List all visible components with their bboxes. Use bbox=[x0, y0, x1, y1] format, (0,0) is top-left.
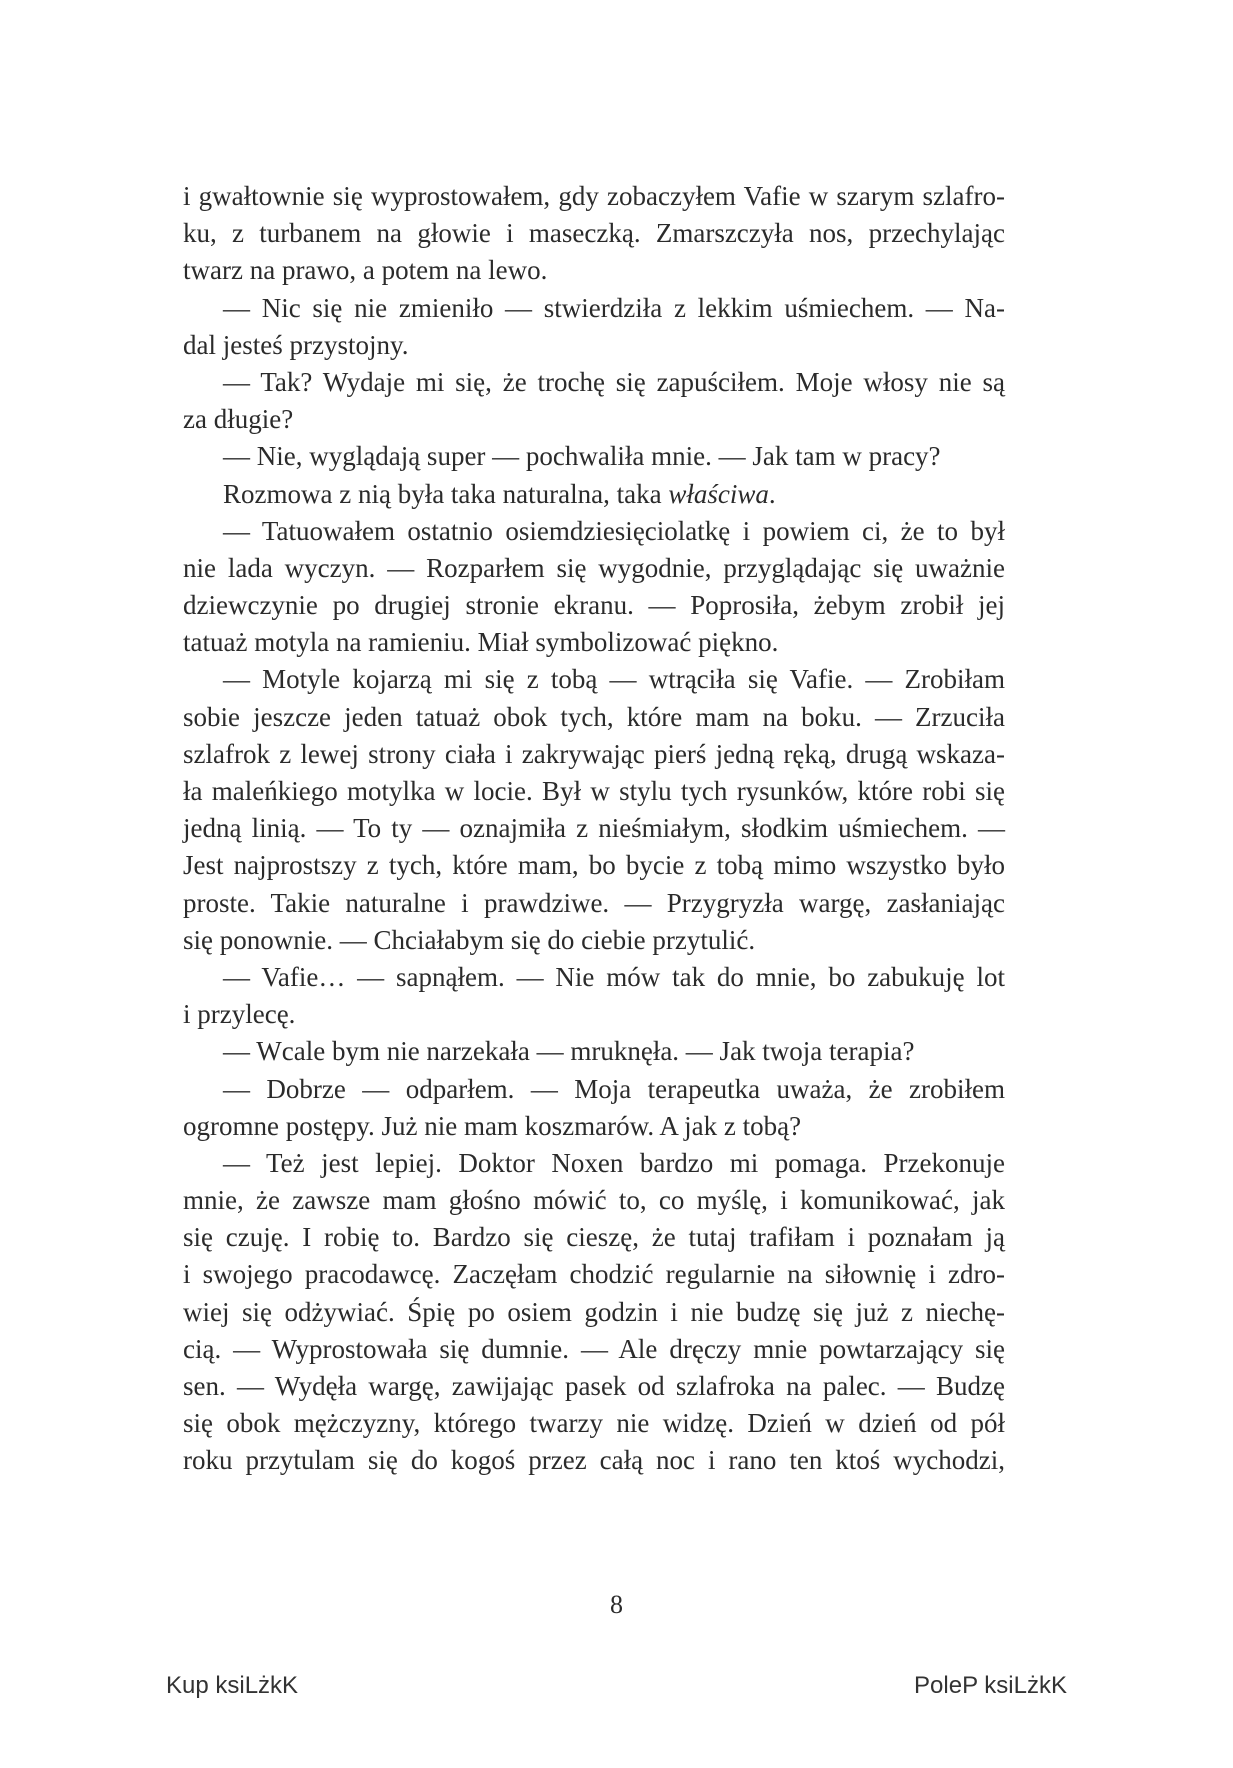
text-line-content: za długie? bbox=[183, 404, 294, 435]
text-line bbox=[183, 178, 1005, 215]
text-line bbox=[183, 810, 1005, 847]
text-line bbox=[183, 1182, 1005, 1219]
page-number: 8 bbox=[610, 1590, 623, 1619]
text-line-content: dziewczynie po drugiej stronie ekranu. — Poprosiła, żebym zrobił jej bbox=[183, 590, 1005, 621]
footer-buy-book-link[interactable]: Kup ksiLżkK bbox=[166, 1672, 299, 1699]
text-line-content: jedną linią. — To ty — oznajmiła z nieśmiałym, słodkim uśmiechem. — bbox=[183, 813, 1005, 844]
text-line bbox=[183, 476, 1005, 513]
text-line bbox=[183, 699, 1005, 736]
text-line bbox=[183, 959, 1005, 996]
text-line bbox=[183, 1145, 1005, 1182]
text-line bbox=[183, 773, 1005, 810]
text-line-content: sobie jeszcze jeden tatuaż obok tych, które mam na boku. — Zrzuciła bbox=[183, 701, 1005, 732]
text-line bbox=[183, 736, 1005, 773]
text-line-content: roku przytulam się do kogoś przez całą noc i rano ten ktoś wychodzi, bbox=[183, 1445, 1005, 1476]
text-line-content: — Dobrze — odparłem. — Moja terapeutka uważa, że zrobiłem bbox=[223, 1073, 1005, 1104]
text-line-content: się czuję. I robię to. Bardzo się cieszę, że tutaj trafiłam i poznałam ją bbox=[183, 1222, 1005, 1253]
text-line bbox=[183, 922, 1005, 959]
text-line bbox=[183, 1442, 1005, 1479]
text-line bbox=[183, 550, 1005, 587]
text-line-content: — Nic się nie zmieniło — stwierdziła z lekkim uśmiechem. — Na- bbox=[223, 292, 1005, 323]
body-text bbox=[183, 178, 1005, 1480]
text-line bbox=[183, 327, 1005, 364]
text-line-content: wiej się odżywiać. Śpię po osiem godzin i nie budzę się już z niechę- bbox=[183, 1296, 1005, 1327]
text-line-content: proste. Takie naturalne i prawdziwe. — Przygryzła wargę, zasłaniając bbox=[183, 887, 1005, 918]
text-line-content: Rozmowa z nią była taka naturalna, taka bbox=[223, 478, 669, 509]
text-line bbox=[183, 1294, 1005, 1331]
text-line bbox=[183, 1033, 1005, 1070]
text-line-content: — Tatuowałem ostatnio osiemdziesięciolatkę i powiem ci, że to był bbox=[223, 515, 1005, 546]
text-line-content: sen. — Wydęła wargę, zawijając pasek od szlafroka na palec. — Budzę bbox=[183, 1371, 1005, 1401]
text-line-content: ku, z turbanem na głowie i maseczką. Zmarszczyła nos, przechylając bbox=[183, 218, 1005, 249]
text-line-content: ła maleńkiego motylka w locie. Był w stylu tych rysunków, które robi się bbox=[183, 776, 1005, 806]
text-line-content: i swojego pracodawcę. Zaczęłam chodzić regularnie na siłownię i zdro- bbox=[183, 1259, 1005, 1290]
text-line-content: dal jesteś przystojny. bbox=[183, 329, 409, 360]
text-line bbox=[183, 215, 1005, 252]
text-line-content: — Wcale bym nie narzekała — mruknęła. — Jak twoja terapia? bbox=[223, 1036, 915, 1067]
text-line-content: mnie, że zawsze mam głośno mówić to, co myślę, i komunikować, jak bbox=[183, 1185, 1005, 1216]
text-line bbox=[183, 847, 1005, 884]
text-line bbox=[183, 1071, 1005, 1108]
text-line bbox=[183, 401, 1005, 438]
text-line-content: szlafrok z lewej strony ciała i zakrywając pierś jedną ręką, drugą wskaza- bbox=[183, 738, 1005, 769]
text-line-content: — Też jest lepiej. Doktor Noxen bardzo mi pomaga. Przekonuje bbox=[223, 1147, 1005, 1178]
text-line-content: — Vafie… — sapnąłem. — Nie mów tak do mnie, bo zabukuję lot bbox=[223, 961, 1005, 992]
text-line-tail: . bbox=[768, 478, 776, 509]
text-line-content: — Motyle kojarzą mi się z tobą — wtrąciła się Vafie. — Zrobiłam bbox=[223, 664, 1005, 695]
text-line-content: twarz na prawo, a potem na lewo. bbox=[183, 255, 548, 286]
text-line-content: — Tak? Wydaje mi się, że trochę się zapuściłem. Moje włosy nie są bbox=[223, 366, 1005, 397]
text-line bbox=[183, 513, 1005, 550]
text-line bbox=[183, 364, 1005, 401]
text-line bbox=[183, 1331, 1005, 1368]
text-line-content: nie lada wyczyn. — Rozparłem się wygodnie, przyglądając się uważnie bbox=[183, 552, 1005, 583]
text-line bbox=[183, 885, 1005, 922]
text-line-content: się obok mężczyzny, którego twarzy nie widzę. Dzień w dzień od pół bbox=[183, 1408, 1005, 1439]
text-line-content: i przylecę. bbox=[183, 999, 296, 1030]
emphasis-text: właściwa bbox=[668, 478, 769, 509]
text-line-content: i gwałtownie się wyprostowałem, gdy zobaczyłem Vafie w szarym szlafro- bbox=[183, 181, 1005, 211]
text-line bbox=[183, 1256, 1005, 1293]
footer-recommend-book-link[interactable]: PoleP ksiLżkK bbox=[914, 1672, 1067, 1699]
text-line bbox=[183, 438, 1005, 475]
text-line bbox=[183, 1219, 1005, 1256]
text-line bbox=[183, 624, 1005, 661]
text-line bbox=[183, 252, 1005, 289]
text-line-content: — Nie, wyglądają super — pochwaliła mnie. — Jak tam w pracy? bbox=[223, 441, 941, 472]
text-line bbox=[183, 290, 1005, 327]
text-line bbox=[183, 996, 1005, 1033]
text-line bbox=[183, 1108, 1005, 1145]
text-line-content: ogromne postępy. Już nie mam koszmarów. A jak z tobą? bbox=[183, 1110, 802, 1141]
text-line bbox=[183, 1405, 1005, 1442]
text-line-content: tatuaż motyla na ramieniu. Miał symbolizować piękno. bbox=[183, 627, 779, 658]
text-line bbox=[183, 661, 1005, 698]
text-line bbox=[183, 1368, 1005, 1405]
text-line bbox=[183, 587, 1005, 624]
text-line-content: cią. — Wyprostowała się dumnie. — Ale dręczy mnie powtarzający się bbox=[183, 1333, 1005, 1364]
text-line-content: się ponownie. — Chciałabym się do ciebie przytulić. bbox=[183, 924, 756, 955]
text-line-content: Jest najprostszy z tych, które mam, bo bycie z tobą mimo wszystko było bbox=[183, 850, 1005, 881]
